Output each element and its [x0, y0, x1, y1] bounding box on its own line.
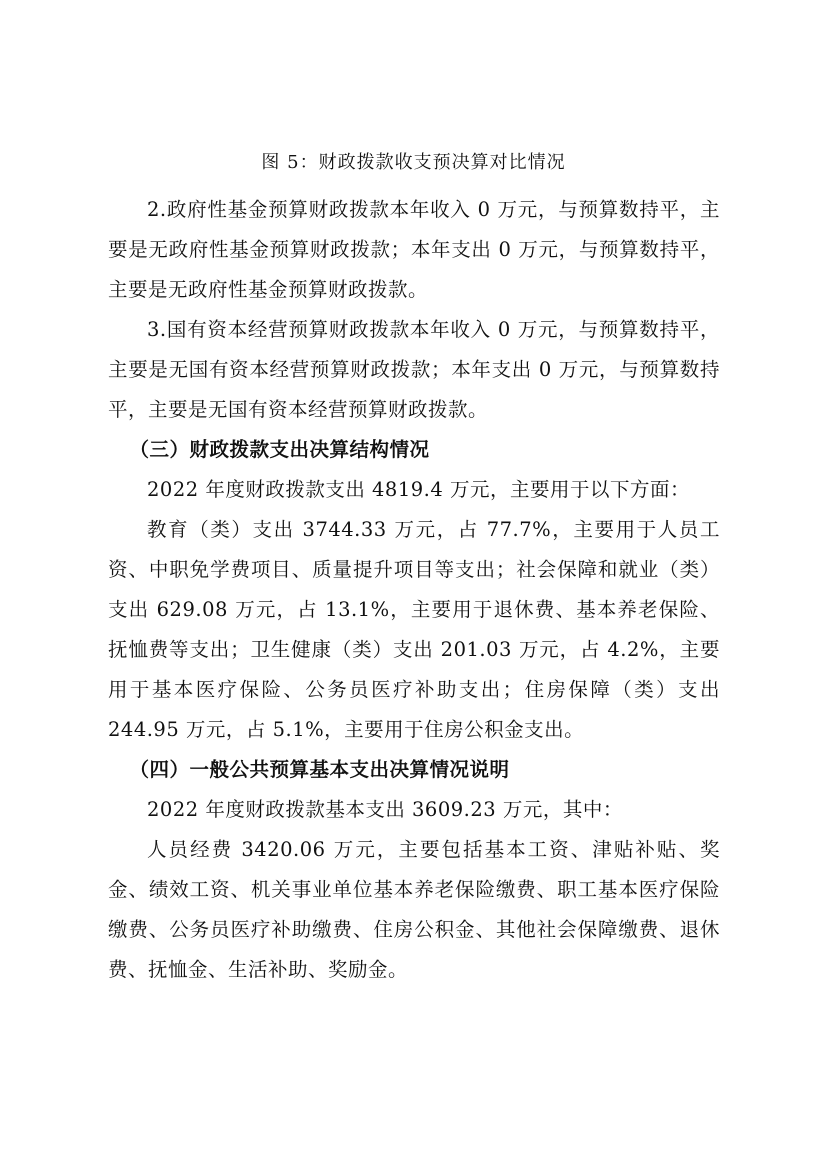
- paragraph-government-fund: 2.政府性基金预算财政拨款本年收入 0 万元，与预算数持平，主要是无政府性基金预算财政拨款；本年支出 0 万元，与预算数持平，主要是无政府性基金预算财政拨款。: [108, 198, 720, 301]
- document-body: [108, 190, 720, 990]
- paragraph-basic-expenditure-total: 2022 年度财政拨款基本支出 3609.23 万元，其中：: [147, 798, 623, 821]
- figure-caption: 图 5：财政拨款收支预决算对比情况: [261, 152, 566, 173]
- section-heading-basic-expenditure: （四）一般公共预算基本支出决算情况说明: [129, 758, 510, 781]
- paragraph-expenditure-breakdown: 教育（类）支出 3744.33 万元，占 77.7%，主要用于人员工资、中职免学费项目、质量提升项目等支出；社会保障和就业（类）支出 629.08 万元，占 13.1%，主要用于退休费、基本养老保险、抚恤费等支出；卫生健康（类）支出 201.03 万元，占 4.2%，主要用于基本医疗保险、公务员医疗补助支出；住房保障（类）支出 244.95 万元，占 5.1%，主要用于住房公积金支出。: [108, 518, 720, 741]
- paragraph-state-capital: 3.国有资本经营预算财政拨款本年收入 0 万元，与预算数持平，主要是无国有资本经营预算财政拨款；本年支出 0 万元，与预算数持平，主要是无国有资本经营预算财政拨款。: [108, 318, 720, 421]
- paragraph-total-expenditure: 2022 年度财政拨款支出 4819.4 万元，主要用于以下方面：: [147, 478, 690, 501]
- section-heading-expenditure-structure: （三）财政拨款支出决算结构情况: [129, 438, 430, 461]
- paragraph-personnel-expenses: 人员经费 3420.06 万元，主要包括基本工资、津贴补贴、奖金、绩效工资、机关事业单位基本养老保险缴费、职工基本医疗保险缴费、公务员医疗补助缴费、住房公积金、其他社会保障缴费、退休费、抚恤金、生活补助、奖励金。: [108, 838, 720, 981]
